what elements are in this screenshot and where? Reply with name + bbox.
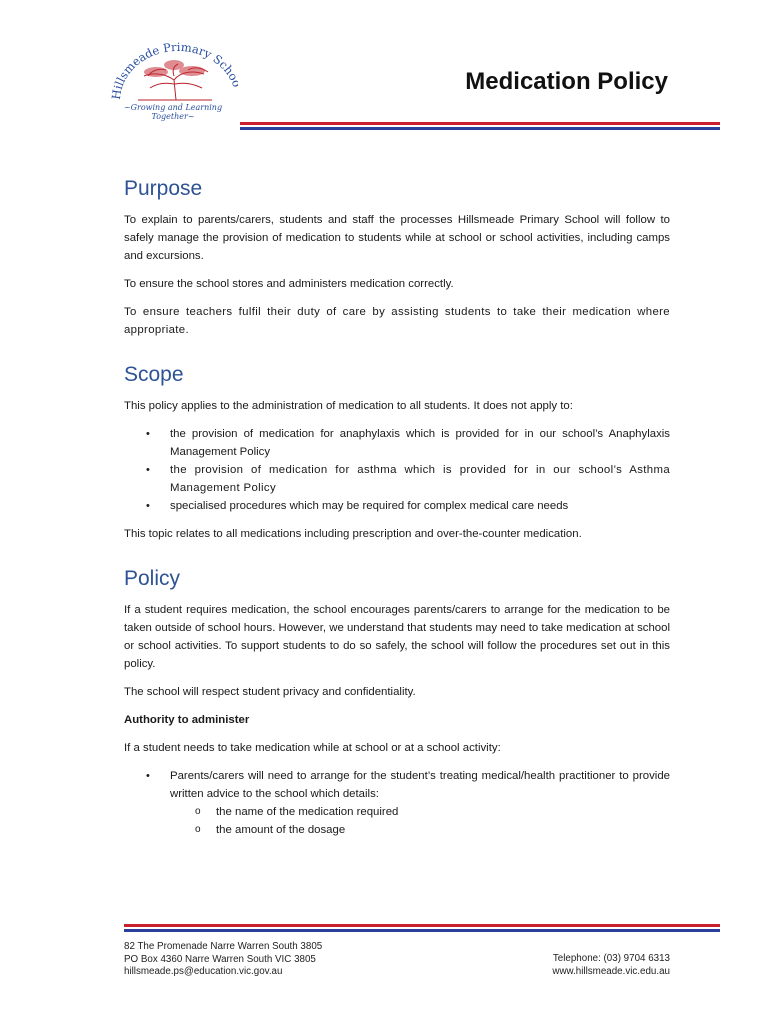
- footer-email[interactable]: hillsmeade.ps@education.vic.gov.au: [124, 966, 283, 977]
- policy-heading: Policy: [124, 567, 181, 590]
- scope-list: [124, 425, 670, 515]
- policy-section: [124, 565, 670, 839]
- purpose-paragraph-3: To ensure teachers fulfil their duty of care by assisting students to take their medication where appropriate.: [124, 306, 670, 336]
- list-item: • specialised procedures which may be required for complex medical care needs: [170, 497, 670, 515]
- authority-subheading: Authority to administer: [124, 714, 250, 726]
- scope-heading: Scope: [124, 363, 184, 386]
- document-title: Medication Policy: [465, 68, 668, 95]
- document-body: [124, 175, 670, 861]
- scope-outro: This topic relates to all medications including prescription and over-the-counter medication.: [124, 528, 582, 540]
- authority-item-text: Parents/carers will need to arrange for the student’s treating medical/health practitioner to provide written advice to the school which details:: [170, 770, 670, 800]
- list-item: • the provision of medication for asthma which is provided for in our school’s Asthma Management Policy: [170, 461, 670, 497]
- logo-school-name: Hillsmeade Primary Sch: [108, 40, 237, 101]
- header-rule: [240, 122, 720, 130]
- policy-paragraph-3: If a student needs to take medication while at school or at a school activity:: [124, 742, 501, 754]
- school-logo: [108, 40, 238, 121]
- footer-phone: Telephone: (03) 9704 6313: [552, 953, 670, 964]
- scope-section: [124, 361, 670, 543]
- footer-contact-block: [552, 953, 670, 978]
- footer-address-line-2: PO Box 4360 Narre Warren South VIC 3805: [124, 953, 316, 965]
- purpose-section: [124, 175, 670, 339]
- footer-address-block: [124, 941, 322, 979]
- footer-rule: [124, 924, 720, 932]
- list-item: • the provision of medication for anaphylaxis which is provided for in our school’s Anaphylaxis Management Policy: [170, 425, 670, 461]
- policy-paragraph-1: If a student requires medication, the school encourages parents/carers to arrange for the medication to be taken outside of school hours. However, we understand that students may need to take medication at school or school activities. To support students to do so safely, the school will follow the procedures set out in this policy.: [124, 604, 670, 670]
- purpose-paragraph-2: To ensure the school stores and administers medication correctly.: [124, 278, 454, 290]
- sub-list-item: o the name of the medication required: [216, 803, 670, 821]
- footer-address-line-1: 82 The Promenade Narre Warren South 3805: [124, 941, 323, 952]
- policy-paragraph-2: The school will respect student privacy and confidentiality.: [124, 686, 416, 698]
- purpose-heading: Purpose: [124, 177, 203, 200]
- scope-intro: This policy applies to the administration of medication to all students. It does not apply to:: [124, 400, 573, 412]
- list-item: [170, 767, 670, 839]
- footer-website[interactable]: www.hillsmeade.vic.edu.au: [552, 965, 670, 977]
- authority-list: [124, 767, 670, 839]
- school-logo-graphic: [108, 40, 238, 106]
- purpose-paragraph-1: To explain to parents/carers, students and staff the processes Hillsmeade Primary School will follow to safely manage the provision of medication to students while at school or school activities, including camps and excursions.: [124, 214, 670, 262]
- sub-list-item: o the amount of the dosage: [216, 821, 670, 839]
- logo-motto: ~Growing and Learning Together~: [123, 103, 223, 121]
- authority-sublist: [170, 803, 670, 839]
